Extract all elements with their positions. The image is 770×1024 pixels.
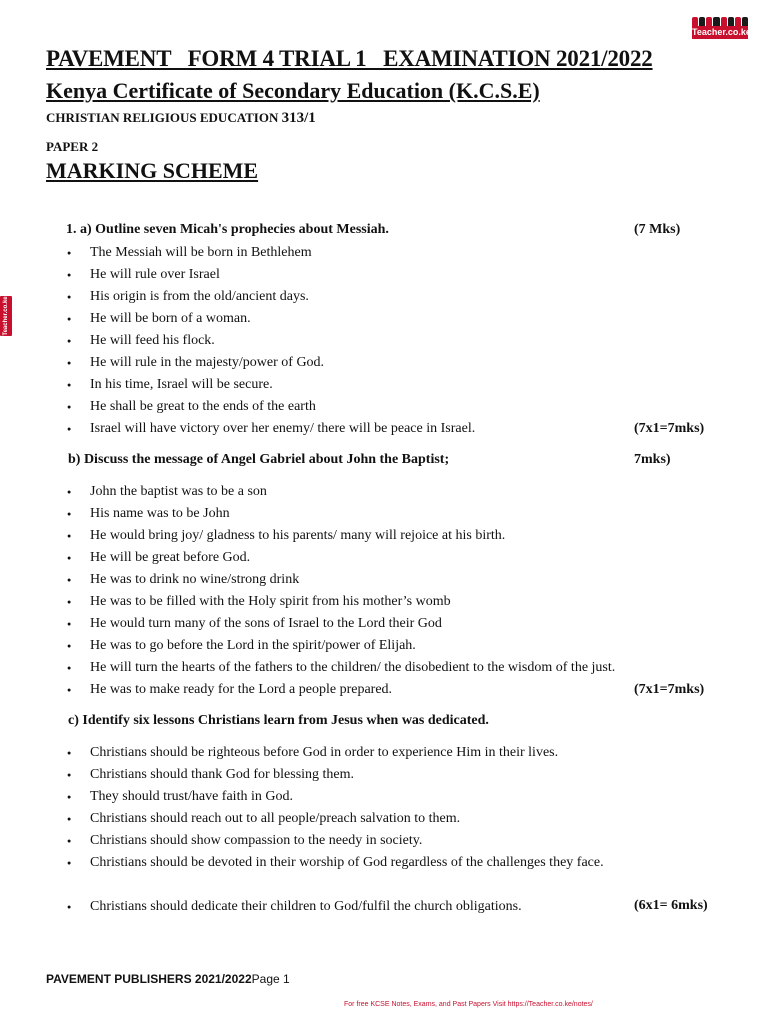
subject-code: 313/1 bbox=[281, 110, 316, 126]
question-1a: 1. a) Outline seven Micah's prophecies about Messiah. bbox=[66, 222, 389, 237]
list-item: ● John the baptist was to be a son bbox=[0, 481, 770, 503]
page-footer bbox=[46, 972, 290, 986]
list-item: ● He will be born of a woman. bbox=[0, 308, 770, 330]
footer-publisher: PAVEMENT PUBLISHERS 2021/2022 bbox=[46, 972, 252, 986]
list-item: ● Christians should be righteous before God in order to experience Him in their lives. bbox=[0, 742, 770, 764]
list-item: ● Christians should be devoted in their worship of God regardless of the challenges they face. bbox=[0, 852, 630, 896]
paper-label: PAPER 2 bbox=[46, 139, 99, 154]
list-item: ● He was to make ready for the Lord a people prepared. bbox=[0, 679, 770, 701]
list-item: ● He will rule over Israel bbox=[0, 264, 770, 286]
list-item: ● He would bring joy/ gladness to his parents/ many will rejoice at his birth. bbox=[0, 525, 770, 547]
side-stamp-text: Teacher.co.ke bbox=[3, 296, 9, 336]
list-item: ● He will be great before God. bbox=[0, 547, 770, 569]
question-1b: b) Discuss the message of Angel Gabriel about John the Baptist; bbox=[68, 452, 450, 467]
question-1c-total: (6x1= 6mks) bbox=[634, 898, 708, 913]
list-item: ● Israel will have victory over her enemy/ there will be peace in Israel. bbox=[0, 418, 770, 440]
exam-subtitle: Kenya Certificate of Secondary Education (K.C.S.E) bbox=[46, 78, 540, 103]
list-item: ● His origin is from the old/ancient days. bbox=[0, 286, 770, 308]
subject-name: CHRISTIAN RELIGIOUS EDUCATION bbox=[46, 110, 279, 125]
list-item: ● He was to drink no wine/strong drink bbox=[0, 569, 770, 591]
list-item: ● Christians should thank God for blessing them. bbox=[0, 764, 770, 786]
marking-scheme-heading: MARKING SCHEME bbox=[46, 158, 259, 183]
list-item: ● He will rule in the majesty/power of God. bbox=[0, 352, 770, 374]
question-1c-answers bbox=[0, 742, 770, 918]
question-1b-answers bbox=[0, 481, 770, 701]
footer-page-number: Page 1 bbox=[251, 972, 290, 986]
question-1c: c) Identify six lessons Christians learn from Jesus when was dedicated. bbox=[68, 713, 489, 728]
list-item: ● He will turn the hearts of the fathers to the children/ the disobedient to the wisdom of the just. bbox=[0, 657, 770, 679]
list-item: ● In his time, Israel will be secure. bbox=[0, 374, 770, 396]
exam-title: PAVEMENT FORM 4 TRIAL 1 EXAMINATION 2021/2022 bbox=[46, 46, 653, 71]
list-item: ● They should trust/have faith in God. bbox=[0, 786, 770, 808]
list-item: ● His name was to be John bbox=[0, 503, 770, 525]
teacher-logo bbox=[692, 17, 751, 39]
list-item: ● The Messiah will be born in Bethlehem bbox=[0, 242, 770, 264]
subject-line bbox=[46, 110, 316, 127]
question-1a-answers bbox=[0, 242, 770, 440]
list-item: ● He will feed his flock. bbox=[0, 330, 770, 352]
logo-bars-icon bbox=[692, 17, 748, 26]
list-item: ● He shall be great to the ends of the earth bbox=[0, 396, 770, 418]
question-1b-total: (7x1=7mks) bbox=[634, 682, 705, 697]
footer-website-note[interactable]: For free KCSE Notes, Exams, and Past Papers Visit https://Teacher.co.ke/notes/ bbox=[344, 1001, 593, 1008]
list-item: ● He was to go before the Lord in the spirit/power of Elijah. bbox=[0, 635, 770, 657]
question-1a-marks: (7 Mks) bbox=[634, 222, 681, 237]
logo-text: Teacher.co.ke bbox=[692, 27, 751, 37]
list-item: ● Christians should reach out to all people/preach salvation to them. bbox=[0, 808, 770, 830]
question-1b-marks: 7mks) bbox=[634, 452, 671, 467]
list-item: ● Christians should dedicate their children to God/fulfil the church obligations. bbox=[0, 896, 770, 918]
question-1a-total: (7x1=7mks) bbox=[634, 421, 705, 436]
list-item: ● He would turn many of the sons of Israel to the Lord their God bbox=[0, 613, 770, 635]
list-item: ● Christians should show compassion to the needy in society. bbox=[0, 830, 770, 852]
list-item: ● He was to be filled with the Holy spirit from his mother’s womb bbox=[0, 591, 770, 613]
